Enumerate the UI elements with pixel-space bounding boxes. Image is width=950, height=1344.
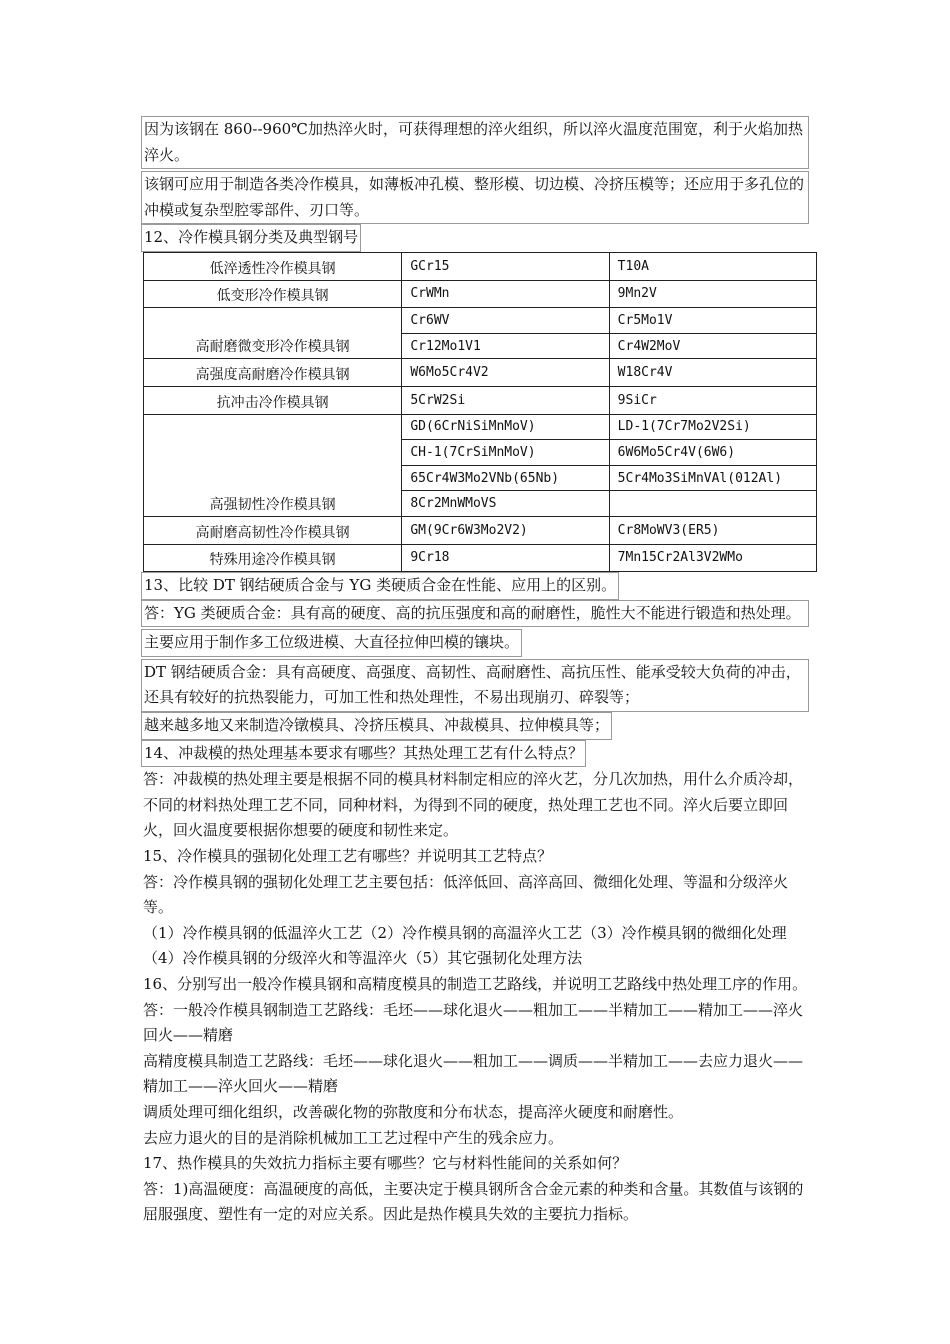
q17-answer-1: 答：1)高温硬度：高温硬度的高低，主要决定于模具钢所含合金元素的种类和含量。其数值与该钢的屈服强度、塑性有一定的对应关系。因此是热作模具失效的主要抗力指标。 bbox=[143, 1179, 804, 1224]
q17-title: 17、热作模具的失效抗力指标主要有哪些？它与材料性能间的关系如何？ bbox=[143, 1154, 628, 1173]
grade-cell: 6W6Mo5Cr4V(6W6) bbox=[609, 440, 816, 466]
category-cell: 低变形冷作模具钢 bbox=[144, 280, 402, 308]
q12-title bbox=[143, 224, 813, 252]
grade-cell: Cr4W2MoV bbox=[609, 333, 816, 359]
grade-cell: CrWMn bbox=[402, 280, 609, 308]
q15-title: 15、冷作模具的强韧化处理工艺有哪些？并说明其工艺特点？ bbox=[143, 847, 553, 866]
q13-answer-4 bbox=[143, 712, 813, 740]
grade-cell: W18Cr4V bbox=[609, 359, 816, 387]
grade-cell: Cr12Mo1V1 bbox=[402, 333, 609, 359]
q16-answer-3: 调质处理可细化组织，改善碳化物的弥散度和分布状态，提高淬火硬度和耐磨性。 bbox=[143, 1102, 684, 1121]
table-row bbox=[144, 252, 817, 280]
category-cell: 抗冲击冷作模具钢 bbox=[144, 386, 402, 414]
document-page bbox=[143, 116, 813, 1228]
text-box: 答：YG 类硬质合金：具有高的硬度、高的抗压强度和高的耐磨性，脆性大不能进行锻造和热处理。 bbox=[141, 600, 809, 628]
table-row bbox=[144, 544, 817, 572]
grade-cell: 7Mn15Cr2Al3V2WMo bbox=[609, 544, 816, 572]
q16-answer-1: 答：一般冷作模具钢制造工艺路线：毛坯——球化退火——粗加工——半精加工——精加工——淬火回火——精磨 bbox=[143, 1000, 804, 1045]
grade-cell: GM(9Cr6W3Mo2V2) bbox=[402, 516, 609, 544]
grade-cell: W6Mo5Cr4V2 bbox=[402, 359, 609, 387]
grade-cell: Cr8MoWV3(ER5) bbox=[609, 516, 816, 544]
grade-cell: 5Cr4Mo3SiMnVAl(012Al) bbox=[609, 465, 816, 491]
grade-cell: CH-1(7CrSiMnMoV) bbox=[402, 440, 609, 466]
table-row bbox=[144, 516, 817, 544]
q13-answer-3 bbox=[143, 659, 811, 712]
cold-work-die-steel-table bbox=[143, 252, 817, 572]
q16-answer-2: 高精度模具制造工艺路线：毛坯——球化退火——粗加工——调质——半精加工——去应力退火——精加工——淬火回火——精磨 bbox=[143, 1051, 804, 1096]
text-box: 13、比较 DT 钢结硬质合金与 YG 类硬质合金在性能、应用上的区别。 bbox=[141, 572, 619, 600]
grade-cell: 5CrW2Si bbox=[402, 386, 609, 414]
text-box: DT 钢结硬质合金：具有高硬度、高强度、高韧性、高耐磨性、高抗压性、能承受较大负荷的冲击，还具有较好的抗热裂能力，可加工性和热处理性，不易出现崩刃、碎裂等； bbox=[141, 659, 809, 712]
grade-cell: 9Cr18 bbox=[402, 544, 609, 572]
q13-answer-2 bbox=[143, 629, 813, 657]
text-box: 14、冲裁模的热处理基本要求有哪些？其热处理工艺有什么特点？ bbox=[141, 740, 586, 768]
q16-answer-4: 去应力退火的目的是消除机械加工工艺过程中产生的残余应力。 bbox=[143, 1128, 564, 1147]
category-cell: 特殊用途冷作模具钢 bbox=[144, 544, 402, 572]
table-row bbox=[144, 280, 817, 308]
intro-paragraph-2 bbox=[143, 171, 811, 224]
text-box: 12、冷作模具钢分类及典型钢号 bbox=[141, 224, 361, 252]
table-row bbox=[144, 308, 817, 334]
q16-title: 16、分别写出一般冷作模具钢和高精度模具的制造工艺路线，并说明工艺路线中热处理工序的作用。 bbox=[143, 975, 808, 993]
q14-title bbox=[143, 740, 813, 768]
grade-cell: 9Mn2V bbox=[609, 280, 816, 308]
table-row bbox=[144, 386, 817, 414]
grade-cell: GD(6CrNiSiMnMoV) bbox=[402, 414, 609, 440]
intro-paragraph-1 bbox=[143, 116, 811, 169]
category-cell: 低淬透性冷作模具钢 bbox=[144, 252, 402, 280]
text-box: 该钢可应用于制造各类冷作模具，如薄板冲孔模、整形模、切边模、冷挤压模等；还应用于多孔位的冲模或复杂型腔零部件、刃口等。 bbox=[141, 171, 809, 224]
q13-title bbox=[143, 572, 813, 600]
grade-cell: 9SiCr bbox=[609, 386, 816, 414]
grade-cell: 8Cr2MnWMoVS bbox=[402, 491, 609, 517]
table-row bbox=[144, 414, 817, 440]
grade-cell: Cr6WV bbox=[402, 308, 609, 334]
table-row bbox=[144, 359, 817, 387]
q13-answer-1 bbox=[143, 600, 811, 628]
q15-answer-2: （1）冷作模具钢的低温淬火工艺（2）冷作模具钢的高温淬火工艺（3）冷作模具钢的微细化处理（4）冷作模具钢的分级淬火和等温淬火（5）其它强韧化处理方法 bbox=[143, 923, 787, 968]
grade-cell: 65Cr4W3Mo2VNb(65Nb) bbox=[402, 465, 609, 491]
text-box: 主要应用于制作多工位级进模、大直径拉伸凹模的镶块。 bbox=[141, 629, 522, 657]
q14-answer: 答：冲裁模的热处理主要是根据不同的模具材料制定相应的淬火艺，分几次加热，用什么介质冷却，不同的材料热处理工艺不同，同种材料，为得到不同的硬度，热处理工艺也不同。淬火后要立即回火，回火温度要根据你想要的硬度和韧性来定。 bbox=[143, 770, 804, 840]
category-cell: 高强韧性冷作模具钢 bbox=[144, 414, 402, 516]
category-cell: 高耐磨高韧性冷作模具钢 bbox=[144, 516, 402, 544]
category-cell: 高耐磨微变形冷作模具钢 bbox=[144, 308, 402, 359]
grade-cell: GCr15 bbox=[402, 252, 609, 280]
text-box: 因为该钢在 860--960℃加热淬火时，可获得理想的淬火组织，所以淬火温度范围宽，利于火焰加热淬火。 bbox=[141, 116, 809, 169]
grade-cell bbox=[609, 491, 816, 517]
grade-cell: LD-1(7Cr7Mo2V2Si) bbox=[609, 414, 816, 440]
text-box: 越来越多地又来制造冷镦模具、冷挤压模具、冲裁模具、拉伸模具等； bbox=[141, 712, 612, 740]
grade-cell: Cr5Mo1V bbox=[609, 308, 816, 334]
category-cell: 高强度高耐磨冷作模具钢 bbox=[144, 359, 402, 387]
q15-answer-1: 答：冷作模具钢的强韧化处理工艺主要包括：低淬低回、高淬高回、微细化处理、等温和分级淬火等。 bbox=[143, 872, 789, 917]
grade-cell: T10A bbox=[609, 252, 816, 280]
